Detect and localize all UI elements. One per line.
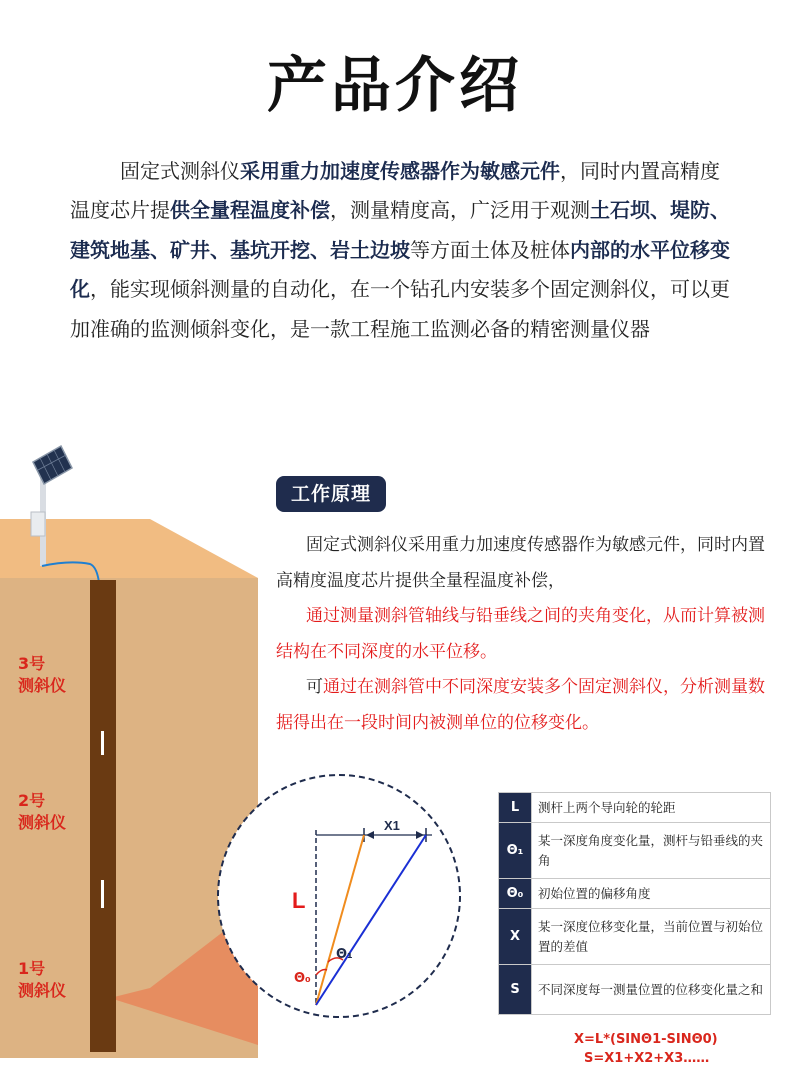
sensor-2-mark bbox=[101, 880, 104, 908]
sensor-label-1: 1号 测斜仪 bbox=[18, 959, 67, 1000]
sensor-3-mark bbox=[101, 731, 104, 755]
diagram-label-L: L bbox=[292, 888, 306, 913]
intro-seg: 固定式测斜仪 bbox=[120, 159, 240, 183]
legend-row: X 某一深度位移变化量，当前位置与初始位置的差值 bbox=[499, 909, 771, 965]
sensor-label-3: 3号 测斜仪 bbox=[18, 654, 67, 695]
principle-p2: 通过测量测斜管轴线与铅垂线之间的夹角变化，从而计算被测结构在不同深度的水平位移。 bbox=[276, 606, 765, 662]
intro-seg-highlight: 内部的水平位移变化 bbox=[70, 237, 730, 302]
legend-table bbox=[498, 792, 771, 1015]
legend-row: S 不同深度每一测量位置的位移变化量之和 bbox=[499, 965, 771, 1015]
legend-row: Θ₀ 初始位置的偏移角度 bbox=[499, 879, 771, 909]
inclinometer-casing bbox=[90, 580, 116, 1052]
intro-paragraph bbox=[70, 152, 730, 349]
intro-seg: ，能实现倾斜测量的自动化，在一个钻孔内安装多个固定测斜仪，可以更加准确的监测倾斜变化，是一款工程施工监测必备的精密测量仪器 bbox=[70, 277, 730, 341]
formula-x: X=L*(SINΘ1-SINΘ0) bbox=[574, 1032, 718, 1047]
controller-box bbox=[31, 512, 45, 536]
principle-text bbox=[276, 528, 776, 741]
diagram-label-X1: X1 bbox=[384, 818, 400, 833]
legend-row: L 测杆上两个导向轮的轮距 bbox=[499, 793, 771, 823]
intro-seg-highlight: 供全量程温度补偿 bbox=[170, 198, 330, 223]
intro-seg: ，同时内置高精度温度芯片提 bbox=[70, 159, 720, 223]
formula-s: S=X1+X2+X3…… bbox=[584, 1051, 710, 1066]
sensor-label-2: 2号 测斜仪 bbox=[18, 791, 67, 832]
intro-seg: 等方面土体及桩体 bbox=[410, 237, 570, 262]
diagram-label-theta1: Θ₁ bbox=[336, 947, 353, 962]
intro-seg-highlight: 采用重力加速度传感器作为敏感元件 bbox=[240, 159, 560, 183]
section-badge-principle: 工作原理 bbox=[276, 476, 386, 512]
diagram-label-theta0: Θ₀ bbox=[294, 971, 311, 986]
magnifier-circle bbox=[218, 775, 460, 1017]
principle-p3: 可通过在测斜管中不同深度安装多个固定测斜仪，分析测量数据得出在一段时间内被测单位的位移变化。 bbox=[276, 677, 765, 733]
page-title: 产品介绍 bbox=[267, 51, 523, 121]
legend-row: Θ₁ 某一深度角度变化量，测杆与铅垂线的夹角 bbox=[499, 823, 771, 879]
intro-seg-highlight: 土石坝、堤防、建筑地基、矿井、基坑开挖、岩土边坡 bbox=[70, 198, 730, 262]
intro-seg: ，测量精度高，广泛用于观测 bbox=[330, 198, 590, 223]
principle-p1: 固定式测斜仪采用重力加速度传感器作为敏感元件，同时内置高精度温度芯片提供全量程温度补偿， bbox=[276, 535, 765, 591]
